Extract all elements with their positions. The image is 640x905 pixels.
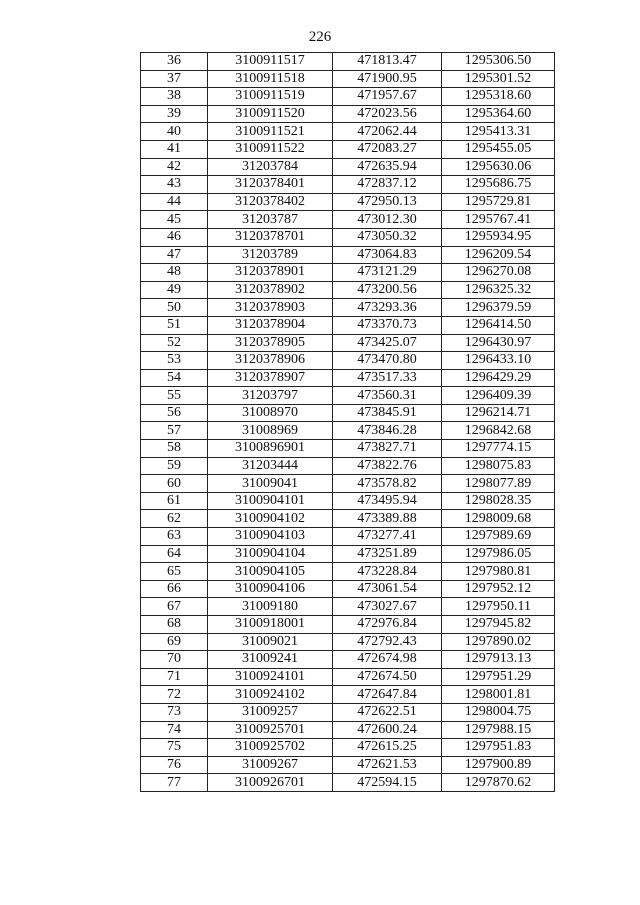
x-coordinate-cell: 473228.84 <box>333 563 442 581</box>
point-id-cell: 3100924102 <box>208 686 333 704</box>
y-coordinate-cell: 1297890.02 <box>442 633 555 651</box>
table-row <box>141 598 555 616</box>
table-row <box>141 440 555 458</box>
y-coordinate-cell: 1296409.39 <box>442 387 555 405</box>
x-coordinate-cell: 473370.73 <box>333 316 442 334</box>
point-id-cell: 3120378906 <box>208 352 333 370</box>
x-coordinate-cell: 473822.76 <box>333 457 442 475</box>
table-row <box>141 703 555 721</box>
point-id-cell: 3120378402 <box>208 193 333 211</box>
x-coordinate-cell: 471813.47 <box>333 53 442 71</box>
x-coordinate-cell: 473277.41 <box>333 528 442 546</box>
y-coordinate-cell: 1297950.11 <box>442 598 555 616</box>
y-coordinate-cell: 1295686.75 <box>442 176 555 194</box>
table-row <box>141 580 555 598</box>
table-row <box>141 545 555 563</box>
point-id-cell: 31009041 <box>208 475 333 493</box>
table-row <box>141 668 555 686</box>
table-row <box>141 563 555 581</box>
x-coordinate-cell: 473050.32 <box>333 228 442 246</box>
table-row <box>141 387 555 405</box>
y-coordinate-cell: 1296214.71 <box>442 404 555 422</box>
y-coordinate-cell: 1295630.06 <box>442 158 555 176</box>
row-number-cell: 57 <box>141 422 208 440</box>
x-coordinate-cell: 473425.07 <box>333 334 442 352</box>
table-row <box>141 721 555 739</box>
table-row <box>141 739 555 757</box>
point-id-cell: 3100904101 <box>208 492 333 510</box>
x-coordinate-cell: 473200.56 <box>333 281 442 299</box>
y-coordinate-cell: 1296209.54 <box>442 246 555 264</box>
point-id-cell: 3120378401 <box>208 176 333 194</box>
point-id-cell: 3120378904 <box>208 316 333 334</box>
point-id-cell: 3100904105 <box>208 563 333 581</box>
row-number-cell: 67 <box>141 598 208 616</box>
y-coordinate-cell: 1297951.29 <box>442 668 555 686</box>
row-number-cell: 63 <box>141 528 208 546</box>
point-id-cell: 3100904103 <box>208 528 333 546</box>
row-number-cell: 56 <box>141 404 208 422</box>
table-row <box>141 686 555 704</box>
y-coordinate-cell: 1298028.35 <box>442 492 555 510</box>
point-id-cell: 31009241 <box>208 651 333 669</box>
x-coordinate-cell: 472062.44 <box>333 123 442 141</box>
x-coordinate-cell: 472792.43 <box>333 633 442 651</box>
y-coordinate-cell: 1296325.32 <box>442 281 555 299</box>
point-id-cell: 3100904104 <box>208 545 333 563</box>
x-coordinate-cell: 472622.51 <box>333 703 442 721</box>
row-number-cell: 42 <box>141 158 208 176</box>
x-coordinate-cell: 472976.84 <box>333 616 442 634</box>
x-coordinate-cell: 473845.91 <box>333 404 442 422</box>
point-id-cell: 3100904102 <box>208 510 333 528</box>
y-coordinate-cell: 1297952.12 <box>442 580 555 598</box>
table-row <box>141 774 555 792</box>
table-row <box>141 528 555 546</box>
point-id-cell: 3120378907 <box>208 369 333 387</box>
y-coordinate-cell: 1298077.89 <box>442 475 555 493</box>
row-number-cell: 68 <box>141 616 208 634</box>
x-coordinate-cell: 473827.71 <box>333 440 442 458</box>
x-coordinate-cell: 472615.25 <box>333 739 442 757</box>
x-coordinate-cell: 473846.28 <box>333 422 442 440</box>
y-coordinate-cell: 1297900.89 <box>442 756 555 774</box>
row-number-cell: 62 <box>141 510 208 528</box>
x-coordinate-cell: 472621.53 <box>333 756 442 774</box>
row-number-cell: 59 <box>141 457 208 475</box>
x-coordinate-cell: 472837.12 <box>333 176 442 194</box>
y-coordinate-cell: 1295301.52 <box>442 70 555 88</box>
point-id-cell: 31203797 <box>208 387 333 405</box>
x-coordinate-cell: 472594.15 <box>333 774 442 792</box>
x-coordinate-cell: 472023.56 <box>333 105 442 123</box>
y-coordinate-cell: 1298009.68 <box>442 510 555 528</box>
point-id-cell: 3100924101 <box>208 668 333 686</box>
table-row <box>141 651 555 669</box>
y-coordinate-cell: 1295934.95 <box>442 228 555 246</box>
table-row <box>141 633 555 651</box>
point-id-cell: 3120378903 <box>208 299 333 317</box>
x-coordinate-cell: 472083.27 <box>333 140 442 158</box>
y-coordinate-cell: 1298001.81 <box>442 686 555 704</box>
table-row <box>141 616 555 634</box>
point-id-cell: 3100926701 <box>208 774 333 792</box>
y-coordinate-cell: 1296379.59 <box>442 299 555 317</box>
point-id-cell: 31008970 <box>208 404 333 422</box>
point-id-cell: 31203784 <box>208 158 333 176</box>
table-row <box>141 176 555 194</box>
row-number-cell: 44 <box>141 193 208 211</box>
table-row <box>141 53 555 71</box>
x-coordinate-cell: 473121.29 <box>333 264 442 282</box>
x-coordinate-cell: 473293.36 <box>333 299 442 317</box>
y-coordinate-cell: 1297951.83 <box>442 739 555 757</box>
table-row <box>141 457 555 475</box>
x-coordinate-cell: 471900.95 <box>333 70 442 88</box>
x-coordinate-cell: 473470.80 <box>333 352 442 370</box>
point-id-cell: 3100911518 <box>208 70 333 88</box>
row-number-cell: 64 <box>141 545 208 563</box>
point-id-cell: 31009257 <box>208 703 333 721</box>
table-row <box>141 756 555 774</box>
point-id-cell: 31009180 <box>208 598 333 616</box>
row-number-cell: 69 <box>141 633 208 651</box>
x-coordinate-cell: 472950.13 <box>333 193 442 211</box>
row-number-cell: 66 <box>141 580 208 598</box>
row-number-cell: 58 <box>141 440 208 458</box>
x-coordinate-cell: 473064.83 <box>333 246 442 264</box>
table-row <box>141 140 555 158</box>
row-number-cell: 71 <box>141 668 208 686</box>
point-id-cell: 3100911521 <box>208 123 333 141</box>
y-coordinate-cell: 1297870.62 <box>442 774 555 792</box>
point-id-cell: 3120378901 <box>208 264 333 282</box>
table-row <box>141 88 555 106</box>
row-number-cell: 45 <box>141 211 208 229</box>
x-coordinate-cell: 473012.30 <box>333 211 442 229</box>
x-coordinate-cell: 473495.94 <box>333 492 442 510</box>
x-coordinate-cell: 473560.31 <box>333 387 442 405</box>
table-row <box>141 334 555 352</box>
table-row <box>141 246 555 264</box>
y-coordinate-cell: 1298075.83 <box>442 457 555 475</box>
row-number-cell: 70 <box>141 651 208 669</box>
y-coordinate-cell: 1296433.10 <box>442 352 555 370</box>
row-number-cell: 74 <box>141 721 208 739</box>
y-coordinate-cell: 1296270.08 <box>442 264 555 282</box>
row-number-cell: 73 <box>141 703 208 721</box>
point-id-cell: 31203444 <box>208 457 333 475</box>
row-number-cell: 50 <box>141 299 208 317</box>
x-coordinate-cell: 472647.84 <box>333 686 442 704</box>
y-coordinate-cell: 1296429.29 <box>442 369 555 387</box>
x-coordinate-cell: 473027.67 <box>333 598 442 616</box>
point-id-cell: 3120378902 <box>208 281 333 299</box>
table-row <box>141 281 555 299</box>
row-number-cell: 40 <box>141 123 208 141</box>
y-coordinate-cell: 1296414.50 <box>442 316 555 334</box>
table-row <box>141 264 555 282</box>
x-coordinate-cell: 473251.89 <box>333 545 442 563</box>
x-coordinate-cell: 472635.94 <box>333 158 442 176</box>
y-coordinate-cell: 1297774.15 <box>442 440 555 458</box>
row-number-cell: 47 <box>141 246 208 264</box>
table-row <box>141 228 555 246</box>
y-coordinate-cell: 1297986.05 <box>442 545 555 563</box>
y-coordinate-cell: 1297988.15 <box>442 721 555 739</box>
table-row <box>141 193 555 211</box>
y-coordinate-cell: 1295318.60 <box>442 88 555 106</box>
row-number-cell: 41 <box>141 140 208 158</box>
y-coordinate-cell: 1297980.81 <box>442 563 555 581</box>
point-id-cell: 3120378905 <box>208 334 333 352</box>
point-id-cell: 3100925701 <box>208 721 333 739</box>
y-coordinate-cell: 1296842.68 <box>442 422 555 440</box>
row-number-cell: 75 <box>141 739 208 757</box>
row-number-cell: 38 <box>141 88 208 106</box>
y-coordinate-cell: 1295413.31 <box>442 123 555 141</box>
table-row <box>141 422 555 440</box>
row-number-cell: 49 <box>141 281 208 299</box>
y-coordinate-cell: 1297913.13 <box>442 651 555 669</box>
row-number-cell: 72 <box>141 686 208 704</box>
y-coordinate-cell: 1295767.41 <box>442 211 555 229</box>
table-row <box>141 105 555 123</box>
point-id-cell: 3120378701 <box>208 228 333 246</box>
point-id-cell: 31009021 <box>208 633 333 651</box>
table-row <box>141 211 555 229</box>
row-number-cell: 55 <box>141 387 208 405</box>
table-row <box>141 510 555 528</box>
point-id-cell: 31009267 <box>208 756 333 774</box>
point-id-cell: 3100911522 <box>208 140 333 158</box>
coordinate-table <box>140 52 555 792</box>
row-number-cell: 36 <box>141 53 208 71</box>
row-number-cell: 54 <box>141 369 208 387</box>
point-id-cell: 3100911519 <box>208 88 333 106</box>
row-number-cell: 52 <box>141 334 208 352</box>
x-coordinate-cell: 473061.54 <box>333 580 442 598</box>
table-row <box>141 369 555 387</box>
row-number-cell: 39 <box>141 105 208 123</box>
row-number-cell: 77 <box>141 774 208 792</box>
x-coordinate-cell: 472674.50 <box>333 668 442 686</box>
y-coordinate-cell: 1295455.05 <box>442 140 555 158</box>
table-row <box>141 352 555 370</box>
coordinate-table-body <box>141 53 555 792</box>
y-coordinate-cell: 1295729.81 <box>442 193 555 211</box>
point-id-cell: 3100925702 <box>208 739 333 757</box>
x-coordinate-cell: 473389.88 <box>333 510 442 528</box>
table-row <box>141 70 555 88</box>
row-number-cell: 51 <box>141 316 208 334</box>
table-row <box>141 316 555 334</box>
y-coordinate-cell: 1296430.97 <box>442 334 555 352</box>
point-id-cell: 3100904106 <box>208 580 333 598</box>
table-row <box>141 492 555 510</box>
y-coordinate-cell: 1297989.69 <box>442 528 555 546</box>
table-row <box>141 404 555 422</box>
row-number-cell: 48 <box>141 264 208 282</box>
row-number-cell: 65 <box>141 563 208 581</box>
row-number-cell: 61 <box>141 492 208 510</box>
point-id-cell: 3100911517 <box>208 53 333 71</box>
point-id-cell: 3100911520 <box>208 105 333 123</box>
y-coordinate-cell: 1298004.75 <box>442 703 555 721</box>
row-number-cell: 37 <box>141 70 208 88</box>
point-id-cell: 3100896901 <box>208 440 333 458</box>
point-id-cell: 3100918001 <box>208 616 333 634</box>
page-number: 226 <box>308 29 332 45</box>
x-coordinate-cell: 471957.67 <box>333 88 442 106</box>
point-id-cell: 31203789 <box>208 246 333 264</box>
row-number-cell: 76 <box>141 756 208 774</box>
point-id-cell: 31203787 <box>208 211 333 229</box>
x-coordinate-cell: 473578.82 <box>333 475 442 493</box>
row-number-cell: 46 <box>141 228 208 246</box>
table-row <box>141 123 555 141</box>
row-number-cell: 60 <box>141 475 208 493</box>
row-number-cell: 53 <box>141 352 208 370</box>
table-row <box>141 299 555 317</box>
table-row <box>141 158 555 176</box>
x-coordinate-cell: 472600.24 <box>333 721 442 739</box>
y-coordinate-cell: 1295364.60 <box>442 105 555 123</box>
y-coordinate-cell: 1297945.82 <box>442 616 555 634</box>
y-coordinate-cell: 1295306.50 <box>442 53 555 71</box>
point-id-cell: 31008969 <box>208 422 333 440</box>
table-row <box>141 475 555 493</box>
x-coordinate-cell: 473517.33 <box>333 369 442 387</box>
x-coordinate-cell: 472674.98 <box>333 651 442 669</box>
row-number-cell: 43 <box>141 176 208 194</box>
